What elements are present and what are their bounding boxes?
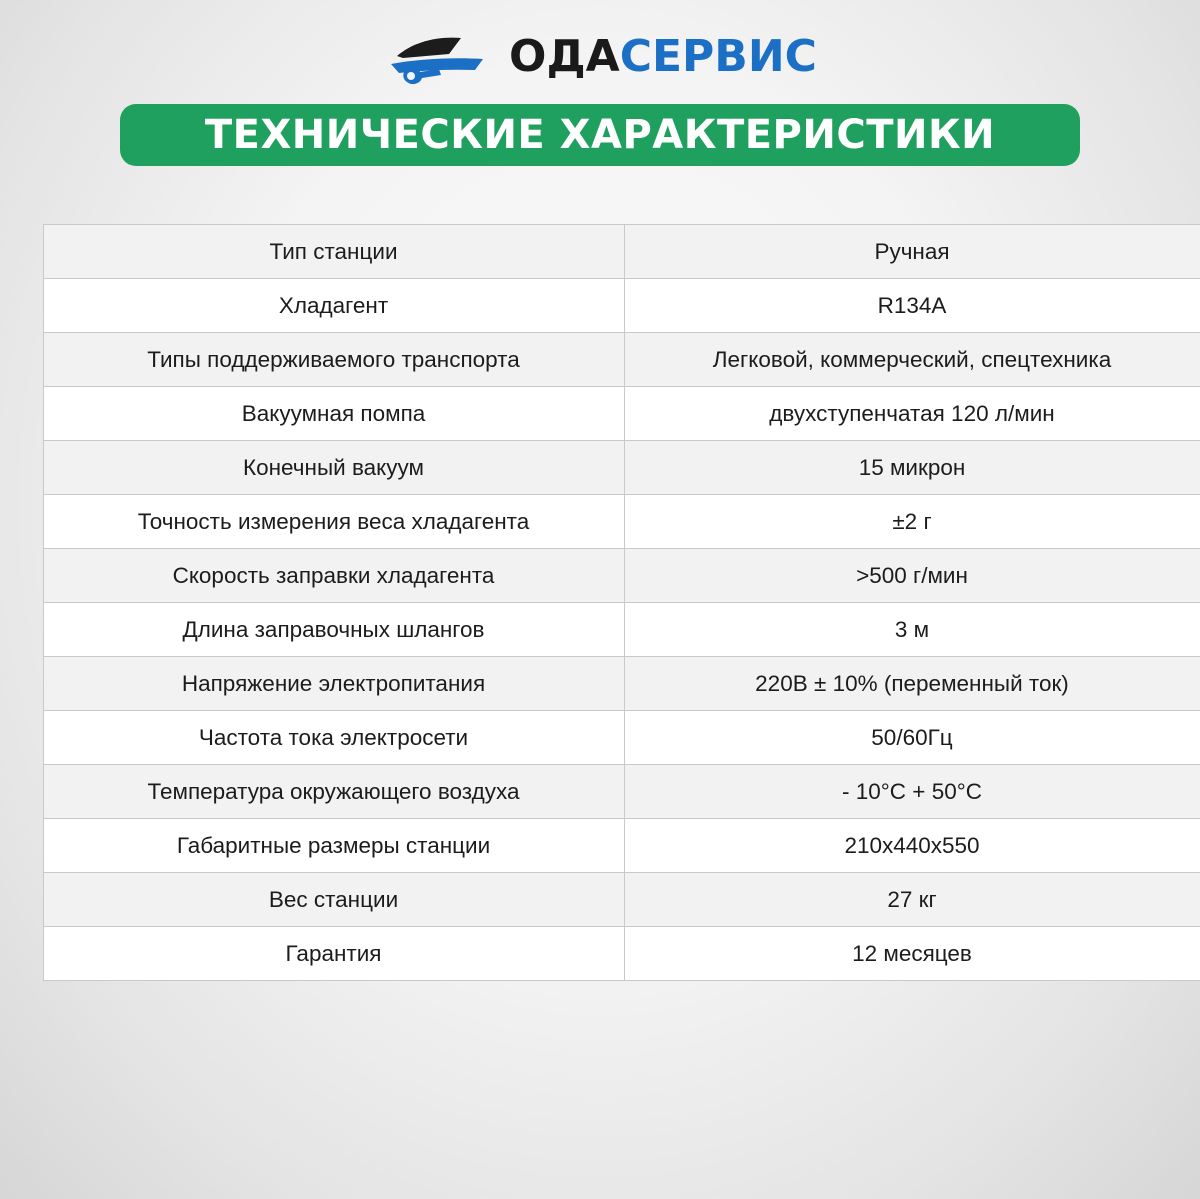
spec-param-cell: Напряжение электропитания bbox=[43, 657, 624, 711]
spec-value-cell: 50/60Гц bbox=[624, 711, 1200, 765]
brand-wordmark bbox=[509, 31, 817, 82]
brand-wordmark-servis: СЕРВИС bbox=[619, 31, 817, 82]
spec-param-cell: Температура окружающего воздуха bbox=[43, 765, 624, 819]
spec-param-cell: Частота тока электросети bbox=[43, 711, 624, 765]
spec-value-cell: R134A bbox=[624, 279, 1200, 333]
table-row bbox=[43, 333, 1200, 387]
table-row bbox=[43, 279, 1200, 333]
page-title: ТЕХНИЧЕСКИЕ ХАРАКТЕРИСТИКИ bbox=[204, 112, 996, 158]
spec-param-cell: Точность измерения веса хладагента bbox=[43, 495, 624, 549]
spec-value-cell: 220В ± 10% (переменный ток) bbox=[624, 657, 1200, 711]
spec-param-cell: Хладагент bbox=[43, 279, 624, 333]
table-row bbox=[43, 387, 1200, 441]
spec-value-cell: 3 м bbox=[624, 603, 1200, 657]
spec-param-cell: Габаритные размеры станции bbox=[43, 819, 624, 873]
spec-table-body bbox=[43, 225, 1200, 981]
spec-value-cell: ±2 г bbox=[624, 495, 1200, 549]
spec-value-cell: - 10°C + 50°C bbox=[624, 765, 1200, 819]
table-row bbox=[43, 873, 1200, 927]
table-row bbox=[43, 765, 1200, 819]
spec-param-cell: Вакуумная помпа bbox=[43, 387, 624, 441]
spec-param-cell: Типы поддерживаемого транспорта bbox=[43, 333, 624, 387]
table-row bbox=[43, 549, 1200, 603]
spec-value-cell: Легковой, коммерческий, спецтехника bbox=[624, 333, 1200, 387]
spec-value-cell: 27 кг bbox=[624, 873, 1200, 927]
table-row bbox=[43, 495, 1200, 549]
spec-value-cell: 210х440х550 bbox=[624, 819, 1200, 873]
brand-logo bbox=[0, 0, 1200, 88]
spec-value-cell: Ручная bbox=[624, 225, 1200, 279]
spec-table bbox=[43, 224, 1200, 981]
table-row bbox=[43, 603, 1200, 657]
spec-param-cell: Тип станции bbox=[43, 225, 624, 279]
spec-param-cell: Вес станции bbox=[43, 873, 624, 927]
spec-value-cell: 15 микрон bbox=[624, 441, 1200, 495]
spec-param-cell: Конечный вакуум bbox=[43, 441, 624, 495]
table-row bbox=[43, 441, 1200, 495]
spec-param-cell: Скорость заправки хладагента bbox=[43, 549, 624, 603]
spec-value-cell: 12 месяцев bbox=[624, 927, 1200, 981]
spec-param-cell: Гарантия bbox=[43, 927, 624, 981]
boat-wrench-icon bbox=[383, 26, 495, 88]
spec-param-cell: Длина заправочных шлангов bbox=[43, 603, 624, 657]
table-row bbox=[43, 225, 1200, 279]
table-row bbox=[43, 711, 1200, 765]
brand-wordmark-oda: ОДА bbox=[509, 31, 620, 82]
spec-table-wrap bbox=[43, 224, 1158, 981]
title-banner-wrap bbox=[0, 104, 1200, 166]
spec-value-cell: двухступенчатая 120 л/мин bbox=[624, 387, 1200, 441]
table-row bbox=[43, 819, 1200, 873]
table-row bbox=[43, 927, 1200, 981]
spec-value-cell: >500 г/мин bbox=[624, 549, 1200, 603]
table-row bbox=[43, 657, 1200, 711]
title-banner bbox=[120, 104, 1080, 166]
